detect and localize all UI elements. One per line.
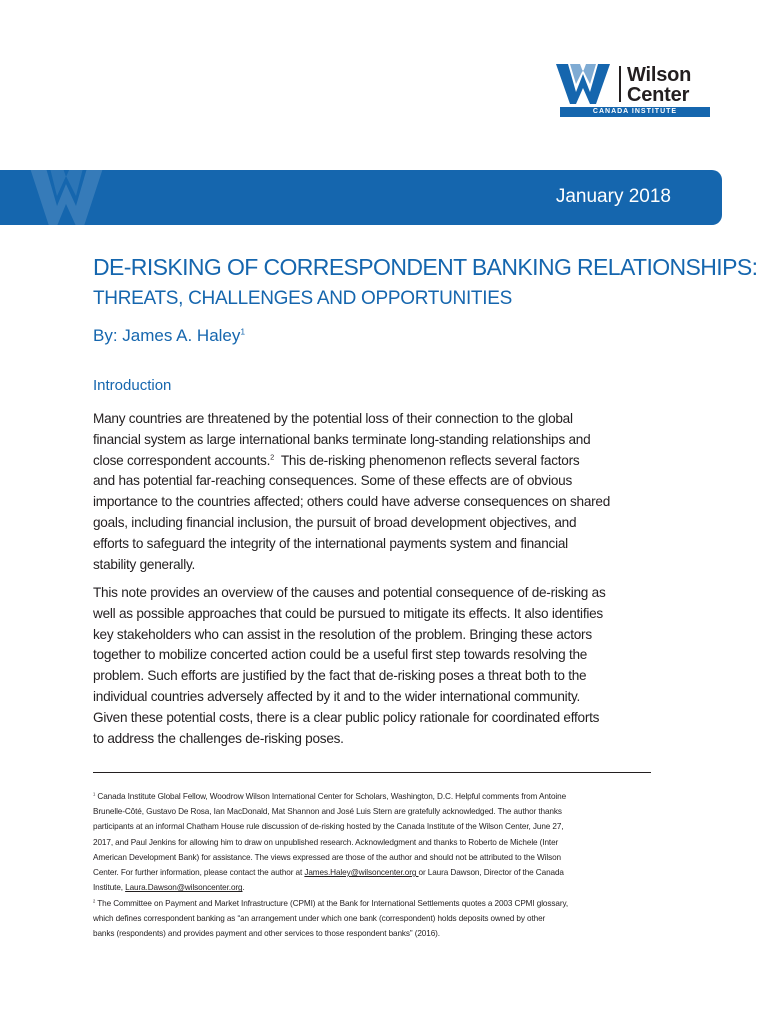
footnote-1-mark: 1 (93, 791, 96, 797)
date-banner (0, 170, 722, 225)
dawson-email-link[interactable]: Laura.Dawson@wilsoncenter.org (125, 883, 243, 893)
paragraph-line: and has potential far-reaching consequences. Some of these effects are of obvious (93, 473, 573, 489)
paragraph-line: Given these potential costs, there is a clear public policy rationale for coordinated efforts (93, 709, 600, 725)
footnote-text: Canada Institute Global Fellow, Woodrow Wilson International Center for Scholars, Washington, D.C. Helpful comments from Antoine (97, 792, 567, 801)
wilson-w-logo-icon (556, 62, 610, 106)
paragraph-line: key stakeholders who can assist in the resolution of the problem. Bringing these actors (93, 626, 592, 642)
logo-wordmark-line2: Center (627, 84, 690, 106)
footnote-mark-2: 2 (270, 452, 275, 462)
paragraph-line: individual countries adversely affected by it and to the wider international community. (93, 688, 581, 704)
paragraph-text: This de-risking phenomenon reflects several factors (280, 452, 580, 468)
paragraph-line: financial system as large international banks terminate long-standing relationships and (93, 431, 591, 447)
paragraph-line: to address the challenges de-risking poses. (93, 730, 344, 746)
footnote-line (93, 896, 663, 911)
footnote-line: which defines correspondent banking as “an arrangement under which one bank (correspondent) holds deposits owned by other (93, 914, 546, 924)
footnote-2 (93, 896, 663, 942)
paragraph-line: importance to the countries affected; others could have adverse consequences on shared (93, 494, 611, 510)
publication-date: January 2018 (555, 186, 671, 207)
footnote-text: The Committee on Payment and Market Infrastructure (CPMI) at the Bank for International Settlements quotes a 2003 CPMI glossary, (95, 899, 569, 908)
paragraph-line: problem. Such efforts are justified by the fact that de-risking poses a threat both to the (93, 668, 587, 684)
footnote-line: 2017, and Paul Jenkins for allowing him to draw on unpublished research. Acknowledgment and thanks to Roberto de Michele (Inter (93, 837, 559, 847)
paragraph-text: close correspondent accounts. (93, 452, 271, 468)
paragraph-line: together to mobilize concerted action could be a useful first step towards resolving the (93, 647, 588, 663)
intro-paragraph-1 (93, 409, 663, 575)
paragraph-line: stability generally. (93, 556, 196, 572)
author-byline (93, 324, 245, 348)
wilson-center-logo (556, 62, 712, 120)
footnote-text: . (242, 883, 245, 893)
paragraph-line: goals, including financial inclusion, the pursuit of broad development objectives, and (93, 514, 577, 530)
footnote-text: Institute, (93, 883, 126, 893)
logo-wordmark-line1: Wilson (627, 64, 692, 86)
footnote-line: banks (respondents) and provides payment and other services to those respondent banks” (2016). (93, 929, 440, 939)
logo-tagline: CANADA INSTITUTE (560, 107, 710, 117)
footnote-line (93, 789, 663, 804)
footnote-line (93, 865, 663, 880)
footnote-2-mark: 2 (93, 898, 96, 904)
byline-text: By: James A. Haley (93, 326, 241, 345)
byline-footnote-mark: 1 (240, 326, 246, 337)
logo-divider (619, 66, 621, 102)
footnote-line: American Development Bank) for assistance. The views expressed are those of the author and should not be attributed to the Wilson (93, 852, 562, 862)
paragraph-line: Many countries are threatened by the potential loss of their connection to the global (93, 411, 573, 426)
paragraph-line: well as possible approaches that could be pursued to mitigate its effects. It also identifies (93, 605, 603, 621)
document-title: DE-RISKING OF CORRESPONDENT BANKING RELATIONSHIPS: (93, 254, 758, 280)
footnote-text: or Laura Dawson, Director of the Canada (418, 868, 564, 878)
footnote-divider (93, 772, 651, 773)
footnote-1 (93, 789, 663, 895)
footnote-line: participants at an informal Chatham House rule discussion of de-risking hosted by the Canada Institute of the Wilson Center, June 27, (93, 822, 564, 832)
paragraph-line: This note provides an overview of the causes and potential consequence of de-risking as (93, 585, 606, 600)
intro-paragraph-2 (93, 583, 663, 749)
paragraph-line (93, 451, 663, 472)
document-subtitle: THREATS, CHALLENGES AND OPPORTUNITIES (93, 288, 512, 309)
footnote-text: Center. For further information, please contact the author at (93, 868, 305, 878)
w-watermark-icon (30, 170, 112, 225)
section-heading-introduction: Introduction (93, 377, 172, 394)
footnote-line (93, 880, 663, 895)
paragraph-line: efforts to safeguard the integrity of the international payments system and financial (93, 535, 568, 551)
author-email-link[interactable]: James.Haley@wilsoncenter.org (304, 868, 419, 878)
footnote-line: Brunelle-Côté, Gustavo De Rosa, Ian MacDonald, Mat Shannon and José Luis Stern are gratefully acknowledged. The author thanks (93, 807, 562, 817)
